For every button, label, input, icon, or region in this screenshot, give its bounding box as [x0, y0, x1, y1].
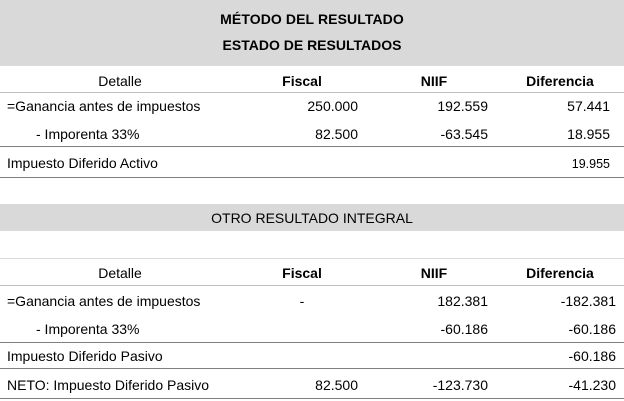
section1-title-band [0, 0, 624, 66]
section2-row2-niif: -60.186 [440, 321, 488, 337]
section1-total-label: Impuesto Diferido Activo [7, 155, 158, 171]
section2-col-fiscal: Fiscal [282, 265, 322, 281]
section2-row2-diferencia: -60.186 [568, 321, 616, 337]
section2-neto-fiscal: 82.500 [315, 377, 358, 393]
section2-row1-fiscal: - [299, 293, 305, 309]
section1-col-niif: NIIF [420, 73, 448, 89]
section2-header-rule [0, 285, 624, 286]
section1-row1-diferencia: 57.441 [567, 98, 610, 114]
section1-total-bottom-rule [0, 177, 624, 178]
section1-row1-niif: 192.559 [437, 98, 488, 114]
section2-row2-label: - Imporenta 33% [36, 321, 140, 337]
section2-col-diferencia: Diferencia [526, 265, 594, 281]
section2-neto-label: NETO: Impuesto Diferido Pasivo [7, 377, 210, 393]
section1-header-rule [0, 92, 624, 93]
section2-total-top-rule [0, 342, 624, 343]
section1-row2-label: - Imporenta 33% [36, 126, 140, 142]
section1-row1-label: =Ganancia antes de impuestos [7, 98, 201, 114]
section2-col-detalle: Detalle [98, 265, 142, 281]
section2-total-label: Impuesto Diferido Pasivo [7, 348, 163, 364]
section1-col-fiscal: Fiscal [282, 73, 322, 89]
section2-neto-bottom-rule [0, 398, 624, 399]
section2-neto-niif: -123.730 [432, 377, 488, 393]
section1-row2-niif: -63.545 [440, 126, 488, 142]
section2-col-niif: NIIF [420, 265, 448, 281]
section1-total-diferencia: 19.955 [571, 157, 610, 171]
section2-total-bottom-rule [0, 368, 624, 369]
section2-row1-label: =Ganancia antes de impuestos [7, 293, 201, 309]
section1-col-diferencia: Diferencia [526, 73, 594, 89]
section2-total-diferencia: -60.186 [568, 348, 616, 364]
section2-row1-niif: 182.381 [437, 293, 488, 309]
section2-title: OTRO RESULTADO INTEGRAL [211, 210, 413, 226]
section1-row2-fiscal: 82.500 [315, 126, 358, 142]
section2-row1-diferencia: -182.381 [560, 293, 616, 309]
section2-neto-diferencia: -41.230 [568, 377, 616, 393]
section1-total-top-rule [0, 146, 624, 147]
section1-row2-diferencia: 18.955 [567, 126, 610, 142]
section1-title-line1: MÉTODO DEL RESULTADO [220, 11, 404, 27]
section2-title-band [0, 204, 624, 231]
section2-spacer-rule [0, 258, 624, 259]
section1-title-line2: ESTADO DE RESULTADOS [222, 37, 402, 53]
section1-col-detalle: Detalle [98, 73, 142, 89]
section1-row1-fiscal: 250.000 [307, 98, 358, 114]
